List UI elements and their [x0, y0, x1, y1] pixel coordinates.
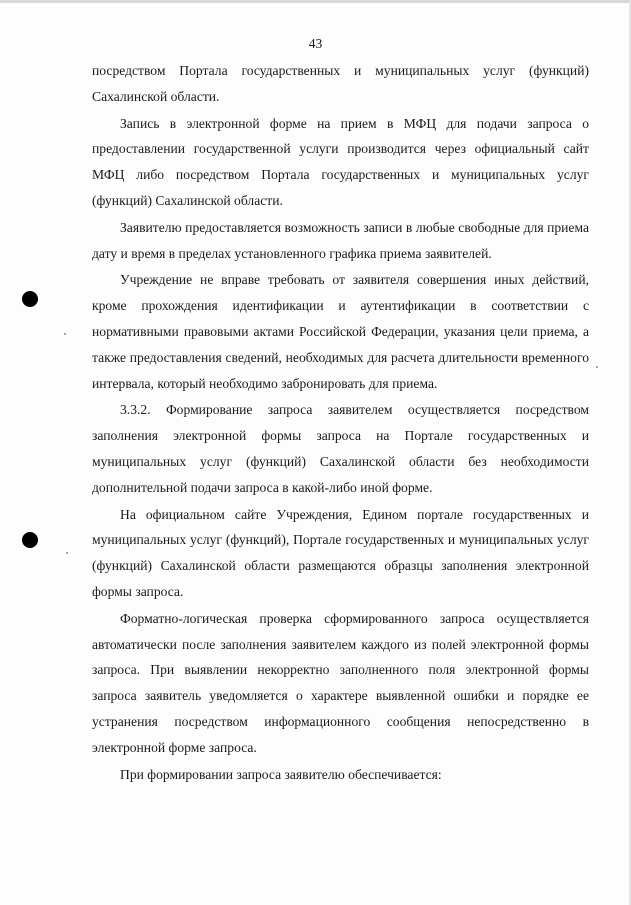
paragraph-format-check: Форматно-логическая проверка сформированного запроса осуществляется автоматически после заполнения заявителем каждого из полей электронной формы запроса. При выявлении некорректно заполненного поля электронной формы запроса заявитель уведомляется о характере выявленной ошибки и порядке ее устранения посредством информационного сообщения непосредственно в электронной форме запроса. [92, 610, 589, 755]
scan-top-edge [0, 0, 631, 3]
punch-hole-lower [22, 532, 38, 548]
paragraph-ensured: При формировании запроса заявителю обеспечивается: [120, 766, 442, 782]
scan-speck [596, 366, 598, 368]
page-number: 43 [308, 36, 323, 51]
paragraph-form-samples: На официальном сайте Учреждения, Едином портале государственных и муниципальных услуг (функций), Портале государственных и муниципальных услуг (функций) Сахалинской области размещаются образцы заполнения электронной формы запроса. [92, 506, 589, 599]
paragraph-mfc-registration: Запись в электронной форме на прием в МФЦ для подачи запроса о предоставлении государственной услуги производится через официальный сайт МФЦ либо посредством Портала государственных и муниципальных услуг (функций) Сахалинской области. [92, 115, 589, 208]
scan-speck [64, 333, 66, 335]
paragraph-3-3-2: 3.3.2. Формирование запроса заявителем осуществляется посредством заполнения электронной формы запроса на Портале государственных и муниципальных услуг (функций) Сахалинской области без необходимости дополнительной подачи запроса в какой-либо иной форме. [92, 402, 589, 495]
body-text [92, 58, 589, 787]
paragraph-free-slots: Заявителю предоставляется возможность записи в любые свободные для приема дату и время в пределах установленного графика приема заявителей. [92, 219, 589, 261]
paragraph-continuation: посредством Портала государственных и муниципальных услуг (функций) Сахалинской области. [92, 63, 589, 104]
punch-hole-upper [22, 291, 38, 307]
scan-speck [66, 552, 68, 554]
paragraph-institution-restrictions: Учреждение не вправе требовать от заявителя совершения иных действий, кроме прохождения идентификации и аутентификации в соответствии с нормативными правовыми актами Российской Федерации, указания цели приема, а также предоставления сведений, необходимых для расчета длительности временного интервала, который необходимо забронировать для приема. [92, 272, 589, 391]
